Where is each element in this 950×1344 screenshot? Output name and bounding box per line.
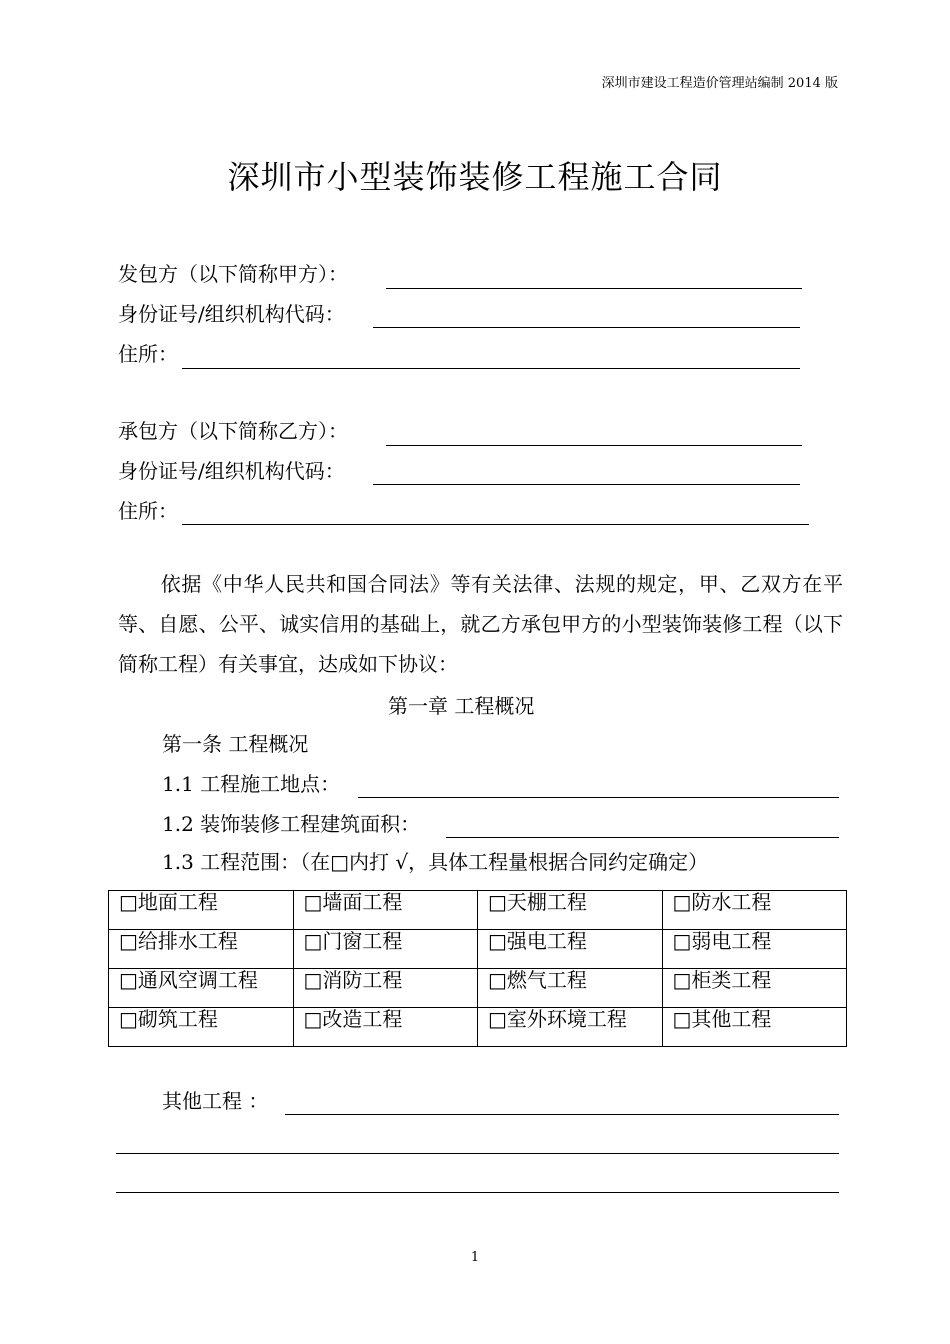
scope-checkbox-item[interactable]: □地面工程 xyxy=(109,891,294,930)
scope-checkbox-item[interactable]: □燃气工程 xyxy=(478,969,663,1008)
preamble-text: 依据《中华人民共和国合同法》等有关法律、法规的规定，甲、乙双方在平等、自愿、公平、诚实信用的基础上，就乙方承包甲方的小型装饰装修工程（以下简称工程）有关事宜，达成如下协议： xyxy=(118,572,843,676)
scope-row xyxy=(109,930,847,969)
scope-row xyxy=(109,969,847,1008)
party-b-address-line[interactable] xyxy=(182,524,809,525)
party-b-id-label: 身份证号/组织机构代码： xyxy=(118,459,345,483)
other-works-line-3[interactable] xyxy=(116,1192,839,1193)
scope-checkbox-item[interactable]: □天棚工程 xyxy=(478,891,663,930)
scope-checkbox-item[interactable]: □其他工程 xyxy=(662,1008,847,1047)
scope-checkbox-item[interactable]: □防水工程 xyxy=(662,891,847,930)
item-scope-label: 1.3 工程范围：（在□内打 √，具体工程量根据合同约定确定） xyxy=(162,850,709,874)
other-works-line-2[interactable] xyxy=(116,1153,839,1154)
party-b-id-line[interactable] xyxy=(373,484,800,485)
scope-checkbox-item[interactable]: □给排水工程 xyxy=(109,930,294,969)
scope-checkbox-item[interactable]: □柜类工程 xyxy=(662,969,847,1008)
scope-checkbox-item[interactable]: □门窗工程 xyxy=(293,930,478,969)
chapter-title: 第一章 工程概况 xyxy=(388,694,535,718)
other-works-label: 其他工程 ： xyxy=(162,1089,269,1113)
scope-checkbox-item[interactable]: □室外环境工程 xyxy=(478,1008,663,1047)
scope-checkbox-item[interactable]: □消防工程 xyxy=(293,969,478,1008)
scope-table xyxy=(108,890,847,1047)
party-a-name-line[interactable] xyxy=(386,288,802,289)
page-number: 1 xyxy=(470,1250,480,1265)
scope-checkbox-item[interactable]: □改造工程 xyxy=(293,1008,478,1047)
scope-checkbox-item[interactable]: □墙面工程 xyxy=(293,891,478,930)
article-title: 第一条 工程概况 xyxy=(162,732,309,756)
scope-checkbox-item[interactable]: □强电工程 xyxy=(478,930,663,969)
scope-row xyxy=(109,1008,847,1047)
party-a-address-label: 住所： xyxy=(118,342,178,366)
party-a-id-line[interactable] xyxy=(373,327,800,328)
scope-row xyxy=(109,891,847,930)
item-area-label: 1.2 装饰装修工程建筑面积： xyxy=(162,812,421,836)
item-area-line[interactable] xyxy=(446,837,839,838)
preamble-paragraph xyxy=(118,564,843,684)
party-a-name-label: 发包方（以下简称甲方）： xyxy=(118,262,348,286)
page-header: 深圳市建设工程造价管理站编制 2014 版 xyxy=(601,76,838,91)
party-a-id-label: 身份证号/组织机构代码： xyxy=(118,302,345,326)
party-b-address-label: 住所： xyxy=(118,499,178,523)
document-title: 深圳市小型装饰装修工程施工合同 xyxy=(227,158,723,196)
other-works-line-1[interactable] xyxy=(285,1114,839,1115)
scope-checkbox-item[interactable]: □砌筑工程 xyxy=(109,1008,294,1047)
item-location-label: 1.1 工程施工地点： xyxy=(162,772,341,796)
party-b-name-label: 承包方（以下简称乙方）： xyxy=(118,419,348,443)
scope-checkbox-item[interactable]: □通风空调工程 xyxy=(109,969,294,1008)
party-b-name-line[interactable] xyxy=(386,445,802,446)
item-location-line[interactable] xyxy=(358,797,839,798)
scope-checkbox-item[interactable]: □弱电工程 xyxy=(662,930,847,969)
party-a-address-line[interactable] xyxy=(182,368,800,369)
